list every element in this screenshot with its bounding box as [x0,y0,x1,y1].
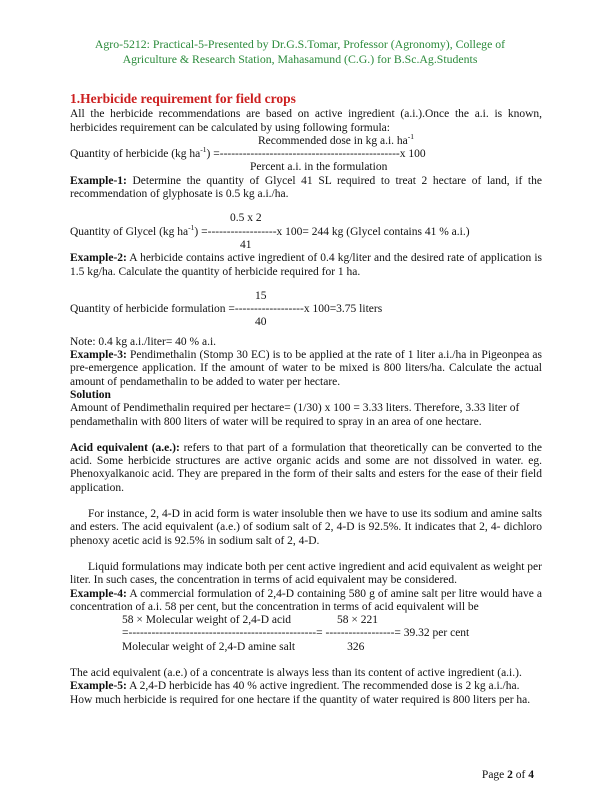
example-3: Example-3: Pendimethalin (Stomp 30 EC) is to be applied at the rate of 1 liter a.i./ha in Pigeonpea as pre-emergence application. If the amount of water to be mixed is 800 liters/ha. Calculate the actual amount of pendamethalin to be added to water per hectare. [70,349,542,388]
page-footer: Page 2 of 4 [481,769,534,781]
header-line-2: Agriculture & Research Station, Mahasamund (C.G.) for B.Sc.Ag.Students [122,52,478,66]
example-2: Example-2: A herbicide contains active ingredient of 0.4 kg/liter and the desired rate of application is 1.5 kg/ha. Calculate the quantity of herbicide required for 1 ha. [70,252,542,278]
formula-numerator: Recommended dose in kg a.i. $ha^{-1}$ [257,132,415,147]
example-2-numerator: 15 [255,289,267,302]
example-2-denominator: 40 [255,316,267,329]
intro-paragraph: All the herbicide recommendations are based on active ingredient (a.i.).Once the a.i. is known, herbicides requirement can be calculated by using following formula: [70,108,542,134]
acid-equivalent-definition: Acid equivalent (a.e.): refers to that part of a formulation that theoretically can be converted to the acid. Some herbicide structures are active organic acids and some are not dissolved in water. eg. Phenoxyalkanoic acid. They are prepared in the form of their salts and esters for the ease of their field application. [70,441,542,494]
example-1: Example-1: Determine the quantity of Glycel 41 SL required to treat 2 hectare of land, if the recommendation of glyphosate is 0.5 kg a.i./ha. [70,174,542,201]
acid-paragraph-2: For instance, 2, 4-D in acid form is water insoluble then we have to use its sodium and amine salts and esters. The acid equivalent (a.e.) of sodium salt of 2, 4-D is 92.5%. It indicates that 2, 4- dichloro phenoxy acetic acid is 92.5% in sodium salt of 2, 4-D. [70,508,542,547]
example-4: Example-4: A commercial formulation of 2,4-D containing 580 g of amine salt per litre would have a concentration of a.i. 58 per cent, but the concentration in terms of acid equivalent will be [70,587,542,613]
page-current: 2 [507,769,513,781]
example-4-formula: =-------------------------------------------------= ------------------= 39.32 per cent [122,627,470,640]
example-4-denominator: Molecular weight of 2,4-D amine salt 326 [122,640,365,653]
page-header [60,37,540,67]
formula-line: Quantity of herbicide (kg $ha^{-1}) =-----------------------------------------------x$ 100 [70,145,426,161]
page-total: 4 [528,769,534,781]
header-line-1: Agro-5212: Practical-5-Presented by Dr.G.S.Tomar, Professor (Agronomy), College of [94,37,506,51]
solution-heading: Solution [70,388,111,401]
example-2-formula: Quantity of herbicide formulation =------------------x 100=3.75 liters [70,303,383,316]
example-1-numerator: 0.5 x 2 [230,212,262,225]
solution-text: Amount of Pendimethalin required per hectare= (1/30) x 100 = 3.33 liters. Therefore, 3.33 liter of pendamethalin with 800 liters of water will be required to spray in an area of one hectare. [70,402,520,428]
acid-paragraph-3: Liquid formulations may indicate both per cent active ingredient and acid equivalent as weight per liter. In such cases, the concentration in terms of acid equivalent may be considered. [70,560,542,587]
example-5: Example-5: A 2,4-D herbicide has 40 % active ingredient. The recommended dose is 2 kg a.i./ha. How much herbicide is required for one hectare if the quantity of water required is 800 liters per ha. [70,680,531,706]
formula-denominator: Percent a.i. in the formulation [250,161,388,174]
closing-statement: The acid equivalent (a.e.) of a concentrate is always less than its content of active ingredient (a.i.). [70,666,522,679]
section-title: 1.Herbicide requirement for field crops [70,91,296,106]
example-1-denominator: 41 [240,238,252,251]
example-1-formula: Quantity of Glycel (kg $ha^{-1}) =------------------x$ 100= 244 kg (Glycel contains 41 % a.i.) [70,222,470,238]
example-4-numerator: 58 × Molecular weight of 2,4-D acid 58 × 221 [122,614,379,627]
example-2-note: Note: 0.4 kg a.i./liter= 40 % a.i. [70,335,217,348]
document-body [70,92,542,707]
